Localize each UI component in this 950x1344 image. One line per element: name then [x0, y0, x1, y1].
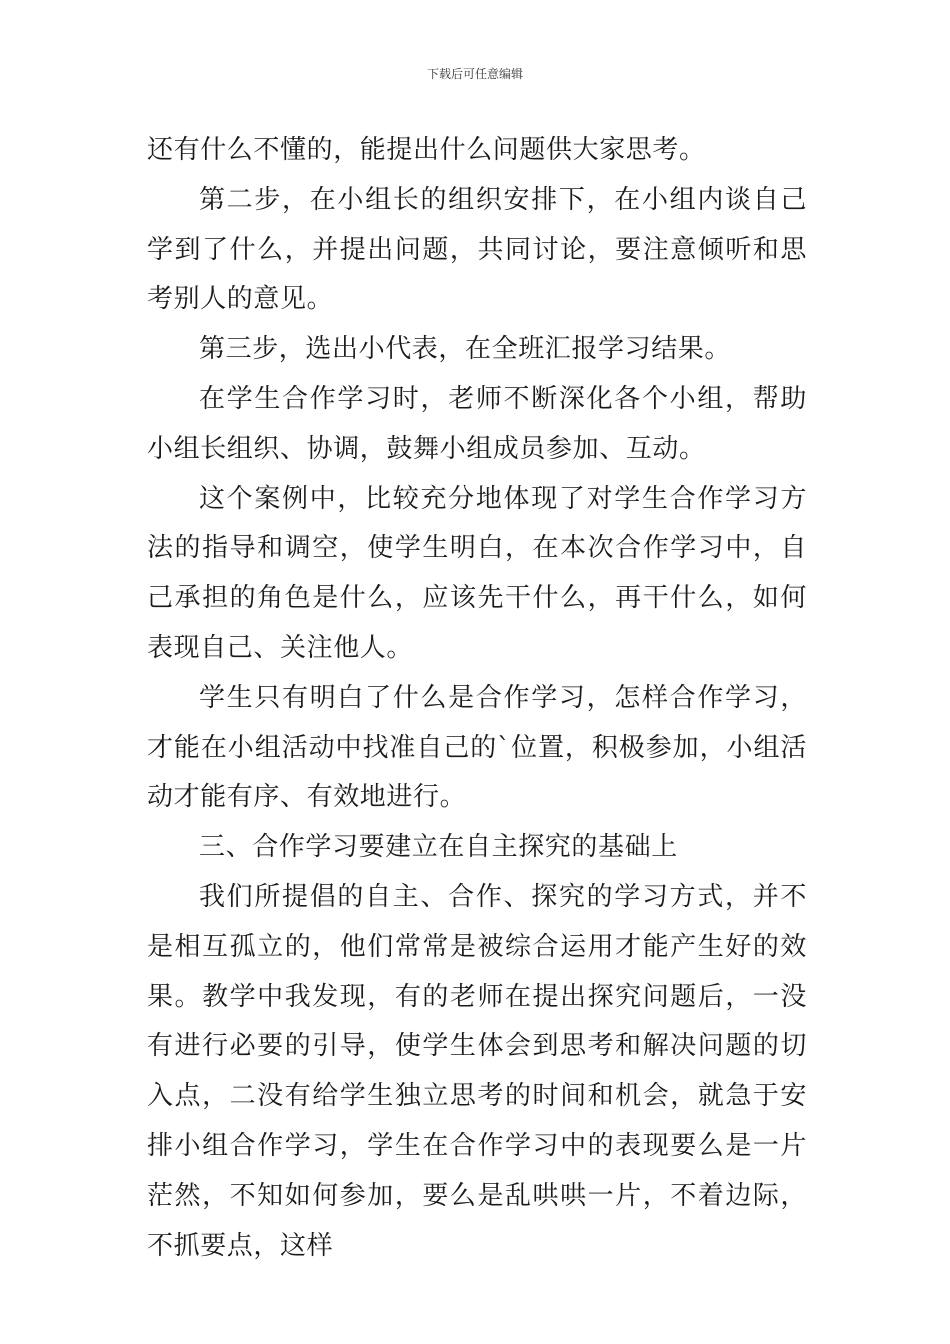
- section-heading: 三、合作学习要建立在自主探究的基础上: [199, 832, 678, 863]
- paragraph-learning-methods: 我们所提倡的自主、合作、探究的学习方式，并不是相互孤立的，他们常常是被综合运用才能产生好的效果。教学中我发现，有的老师在提出探究问题后，一没有进行必要的引导，使学生体会到思考和解决问题的切入点，二没有给学生独立思考的时间和机会，就急于安排小组合作学习，学生在合作学习中的表现要么是一片茫然，不知如何参加，要么是乱哄哄一片，不着边际，不抓要点，这样: [147, 881, 807, 1261]
- page-header: 下载后可任意编辑: [426, 67, 523, 81]
- paragraph-step-three: 第三步，选出小代表，在全班汇报学习结果。: [199, 334, 732, 365]
- paragraph-step-two: 第二步，在小组长的组织安排下，在小组内谈自己学到了什么，并提出问题，共同讨论，要注意倾听和思考别人的意见。: [147, 184, 807, 315]
- document-body: [147, 126, 807, 1271]
- paragraph-student-understanding: 学生只有明白了什么是合作学习，怎样合作学习，才能在小组活动中找准自己的`位置，积极参加，小组活动才能有序、有效地进行。: [147, 682, 807, 813]
- paragraph-continuation: 还有什么不懂的，能提出什么问题供大家思考。: [147, 135, 706, 165]
- paragraph-case-analysis: 这个案例中，比较充分地体现了对学生合作学习方法的指导和调空，使学生明白，在本次合作学习中，自己承担的角色是什么，应该先干什么，再干什么，如何表现自己、关注他人。: [147, 483, 807, 663]
- paragraph-teacher-role: 在学生合作学习时，老师不断深化各个小组，帮助小组长组织、协调，鼓舞小组成员参加、互动。: [147, 383, 807, 464]
